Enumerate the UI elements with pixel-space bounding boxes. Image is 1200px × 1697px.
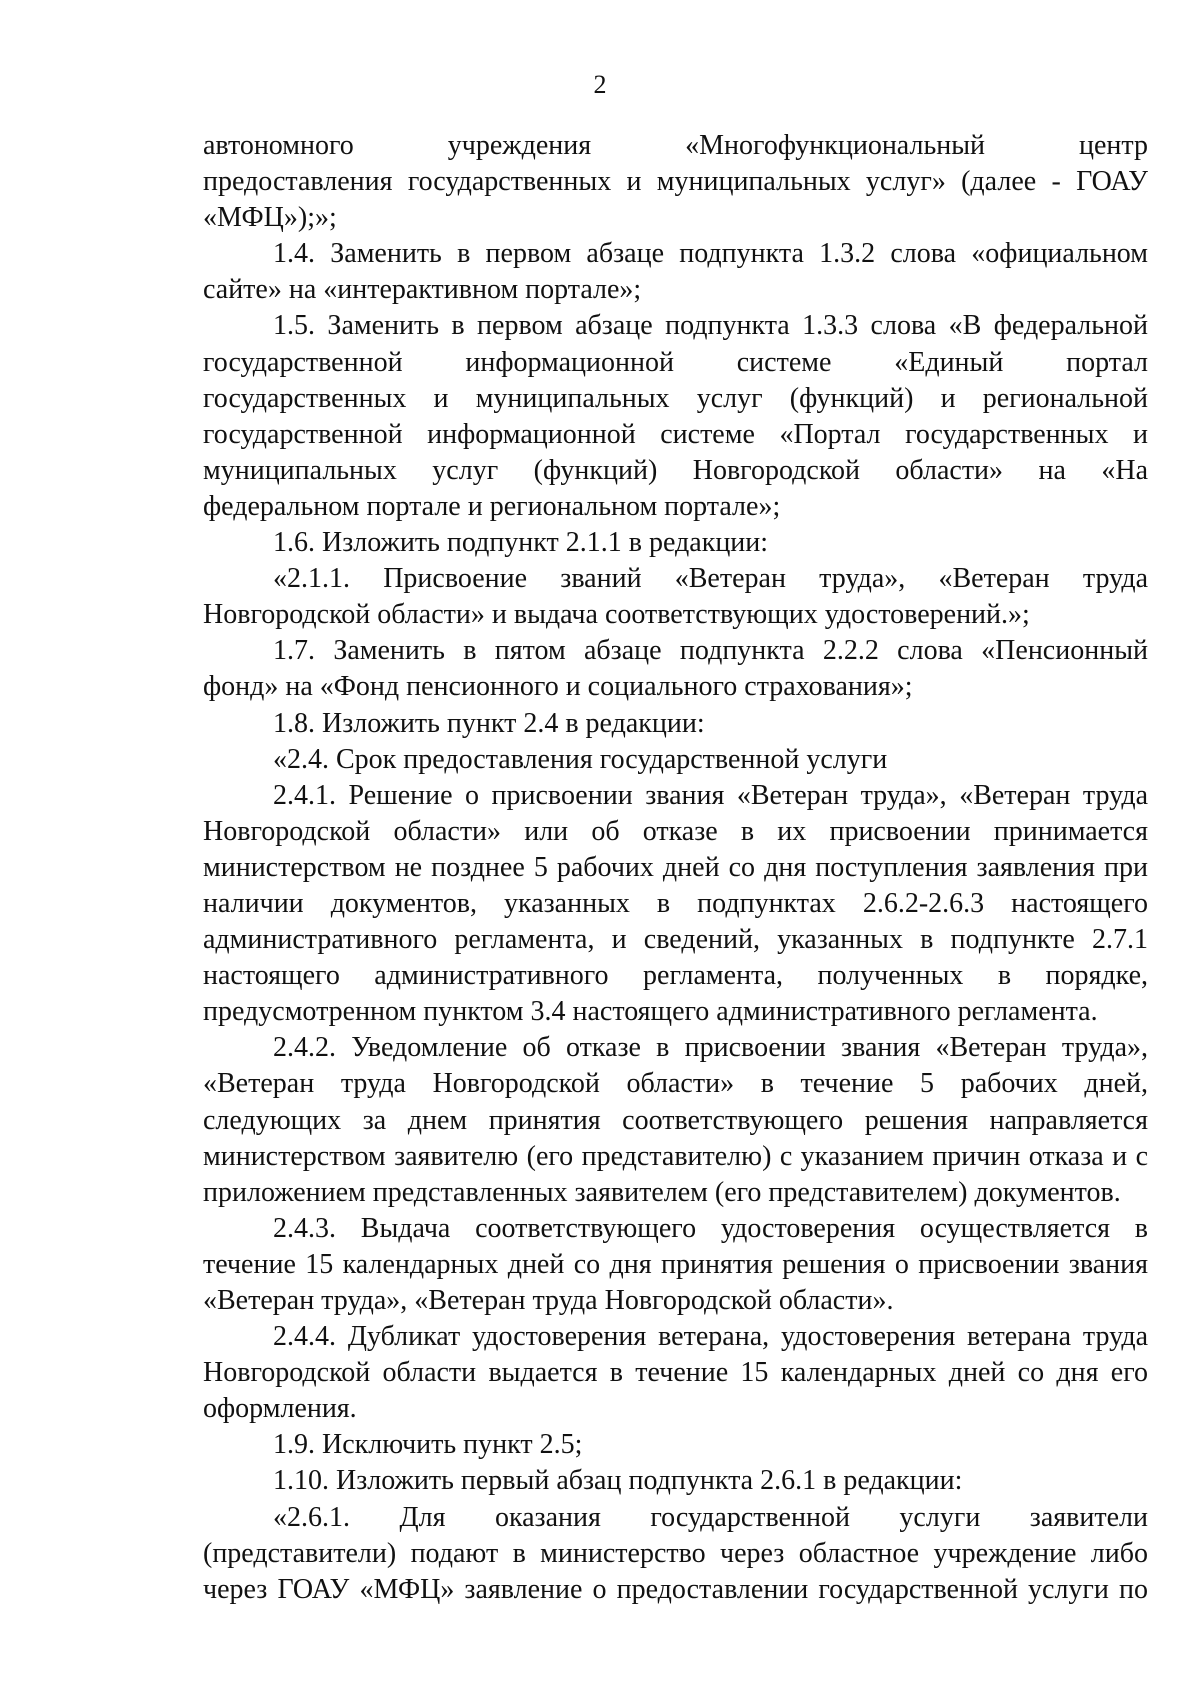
- text-line: Новгородской области выдается в течение 15 календарных дней со дня его: [203, 1357, 1148, 1389]
- text-line: 1.4. Заменить в первом абзаце подпункта 1.3.2 слова «официальном: [273, 238, 1148, 270]
- text-line: «2.1.1. Присвоение званий «Ветеран труда», «Ветеран труда: [273, 563, 1148, 595]
- text-line: следующих за днем принятия соответствующего решения направляется: [203, 1104, 1148, 1136]
- text-line: 1.7. Заменить в пятом абзаце подпункта 2.2.2 слова «Пенсионный: [273, 635, 1148, 667]
- text-line: автономного учреждения «Многофункциональный центр: [203, 130, 1148, 161]
- text-line: 2.4.3. Выдача соответствующего удостоверения осуществляется в: [273, 1212, 1148, 1244]
- text-line: 1.10. Изложить первый абзац подпункта 2.6.1 в редакции:: [273, 1465, 963, 1497]
- page-number: 2: [593, 70, 607, 99]
- text-line: через ГОАУ «МФЦ» заявление о предоставлении государственной услуги по: [203, 1573, 1148, 1605]
- text-line: Новгородской области» или об отказе в их присвоении принимается: [203, 815, 1148, 847]
- text-line: течение 15 календарных дней со дня принятия решения о присвоении звания: [203, 1248, 1148, 1280]
- text-line: государственных и муниципальных услуг (функций) и региональной: [203, 382, 1148, 414]
- text-line: оформления.: [203, 1393, 357, 1425]
- text-line: 1.9. Исключить пункт 2.5;: [273, 1429, 583, 1461]
- text-line: 1.6. Изложить подпункт 2.1.1 в редакции:: [273, 527, 769, 559]
- text-line: наличии документов, указанных в подпунктах 2.6.2-2.6.3 настоящего: [203, 887, 1148, 919]
- document-body: [203, 128, 1148, 1608]
- text-line: «Ветеран труда Новгородской области» в течение 5 рабочих дней,: [203, 1068, 1148, 1100]
- text-line: федеральном портале и региональном портале»;: [203, 490, 781, 522]
- text-line: фонд» на «Фонд пенсионного и социального страхования»;: [203, 671, 913, 703]
- text-line: приложением представленных заявителем (его представителем) документов.: [203, 1176, 1121, 1208]
- text-line: административного регламента, и сведений, указанных в подпункте 2.7.1: [203, 924, 1148, 956]
- text-line: министерством заявителю (его представителю) с указанием причин отказа и с: [203, 1140, 1148, 1172]
- text-line: «2.6.1. Для оказания государственной услуги заявители: [273, 1501, 1148, 1533]
- text-line: государственной информационной системе «Портал государственных и: [203, 418, 1148, 450]
- text-line: Новгородской области» и выдача соответствующих удостоверений.»;: [203, 599, 1030, 631]
- text-line: государственной информационной системе «Единый портал: [203, 346, 1148, 378]
- text-line: «2.4. Срок предоставления государственной услуги: [273, 743, 888, 775]
- text-line: настоящего административного регламента, полученных в порядке,: [203, 960, 1148, 992]
- text-line: 1.8. Изложить пункт 2.4 в редакции:: [273, 707, 705, 739]
- text-line: 2.4.4. Дубликат удостоверения ветерана, удостоверения ветерана труда: [273, 1321, 1148, 1353]
- text-line: министерством не позднее 5 рабочих дней со дня поступления заявления при: [203, 851, 1148, 883]
- text-line: «Ветеран труда», «Ветеран труда Новгородской области».: [203, 1285, 894, 1316]
- text-line: сайте» на «интерактивном портале»;: [203, 274, 642, 306]
- text-line: «МФЦ»);»;: [203, 202, 337, 234]
- text-line: предусмотренном пунктом 3.4 настоящего административного регламента.: [203, 996, 1098, 1028]
- text-line: 2.4.2. Уведомление об отказе в присвоении звания «Ветеран труда»,: [273, 1032, 1148, 1064]
- text-line: муниципальных услуг (функций) Новгородской области» на «На: [203, 454, 1148, 486]
- text-line: 2.4.1. Решение о присвоении звания «Ветеран труда», «Ветеран труда: [273, 779, 1148, 811]
- text-line: (представители) подают в министерство через областное учреждение либо: [203, 1537, 1148, 1569]
- text-line: 1.5. Заменить в первом абзаце подпункта 1.3.3 слова «В федеральной: [273, 310, 1148, 342]
- text-line: предоставления государственных и муниципальных услуг» (далее - ГОАУ: [203, 166, 1148, 198]
